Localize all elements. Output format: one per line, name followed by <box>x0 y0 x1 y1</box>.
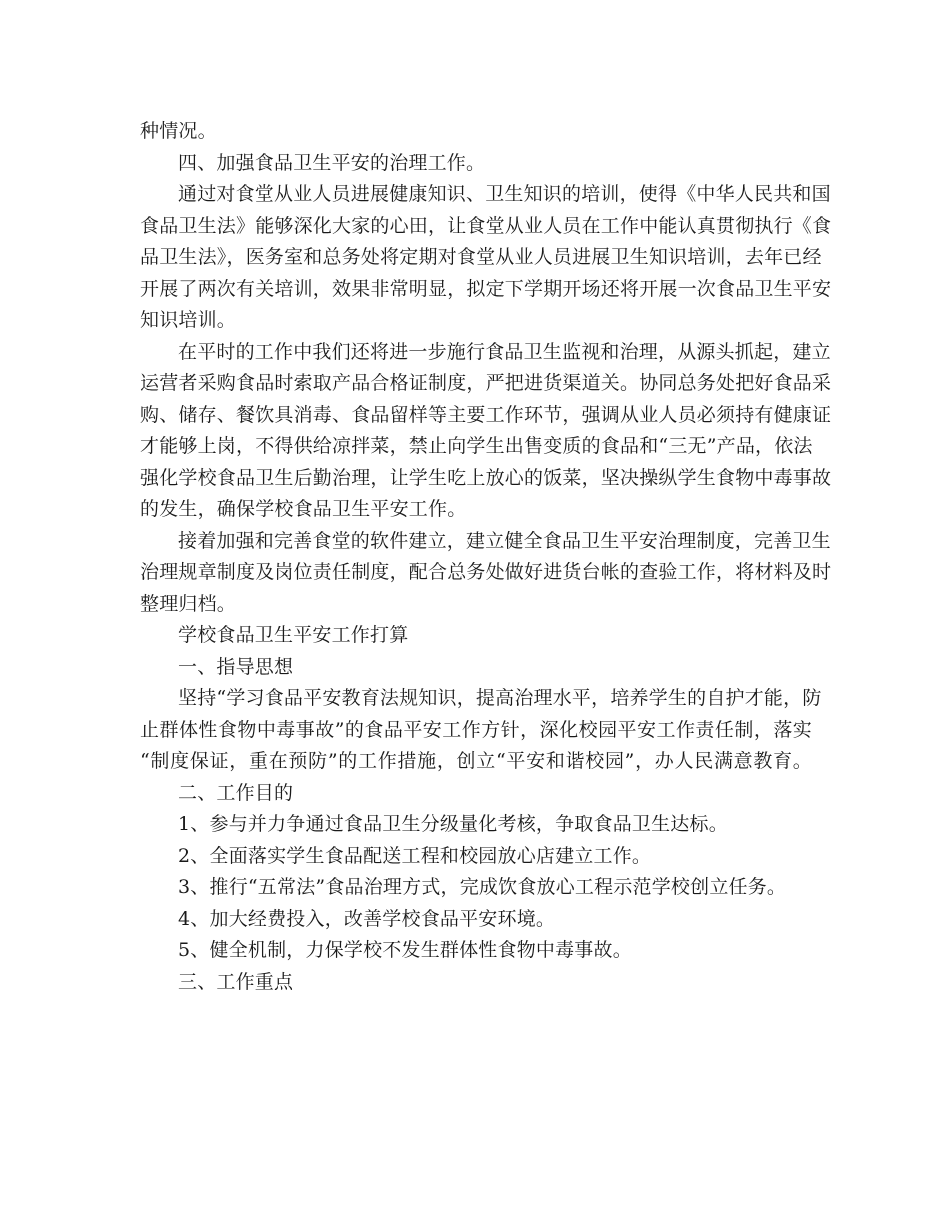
text-line: 品卫生法》，医务室和总务处将定期对食堂从业人员进展卫生知识培训，去年已经 <box>140 246 822 268</box>
text-line: 4、加大经费投入，改善学校食品平安环境。 <box>178 907 556 930</box>
text-line: 治理规章制度及岗位责任制度，配合总务处做好进货台帐的查验工作，将材料及时 <box>140 561 832 583</box>
text-line: 3、推行“五常法”食品治理方式，完成饮食放心工程示范学校创立任务。 <box>178 876 787 898</box>
text-line: 1、参与并力争通过食品卫生分级量化考核，争取食品卫生达标。 <box>178 813 728 835</box>
document-body <box>140 116 832 998</box>
text-line: 一、指导思想 <box>178 655 294 678</box>
text-line: 才能够上岗，不得供给凉拌菜，禁止向学生出售变质的食品和“三无”产品，依法 <box>140 435 813 457</box>
text-line: “制度保证，重在预防”的工作措施，创立“平安和谐校园”，办人民满意教育。 <box>140 750 812 772</box>
text-line: 二、工作目的 <box>178 781 294 804</box>
text-line: 运营者采购食品时索取产品合格证制度，严把进货渠道关。协同总务处把好食品采 <box>140 372 832 394</box>
text-line: 的发生，确保学校食品卫生平安工作。 <box>140 498 467 520</box>
text-line: 强化学校食品卫生后勤治理，让学生吃上放心的饭菜，坚决操纵学生食物中毒事故 <box>140 466 832 489</box>
text-line: 食品卫生法》能够深化大家的心田，让食堂从业人员在工作中能认真贯彻执行《食 <box>140 214 832 237</box>
text-line: 种情况。 <box>140 120 217 142</box>
text-line: 止群体性食物中毒事故”的食品平安工作方针，深化校园平安工作责任制，落实 <box>140 718 812 741</box>
text-line: 购、储存、餐饮具消毒、食品留样等主要工作环节，强调从业人员必须持有健康证 <box>140 403 832 426</box>
text-line: 四、加强食品卫生平安的治理工作。 <box>178 151 486 174</box>
text-line: 5、健全机制，力保学校不发生群体性食物中毒事故。 <box>178 939 632 961</box>
text-line: 通过对食堂从业人员进展健康知识、卫生知识的培训，使得《中华人民共和国 <box>178 183 831 205</box>
text-line: 学校食品卫生平安工作打算 <box>178 624 409 646</box>
text-line: 整理归档。 <box>140 592 237 615</box>
text-line: 知识培训。 <box>140 309 237 331</box>
text-line: 2、全面落实学生食品配送工程和校园放心店建立工作。 <box>178 844 652 867</box>
text-line: 接着加强和完善食堂的软件建立，建立健全食品卫生平安治理制度，完善卫生 <box>178 529 831 552</box>
text-line: 三、工作重点 <box>178 970 294 993</box>
text-line: 开展了两次有关培训，效果非常明显，拟定下学期开场还将开展一次食品卫生平安 <box>140 277 832 300</box>
text-line: 坚持“学习食品平安教育法规知识，提高治理水平，培养学生的自护才能，防 <box>178 687 822 709</box>
text-line: 在平时的工作中我们还将进一步施行食品卫生监视和治理，从源头抓起，建立 <box>178 340 831 363</box>
